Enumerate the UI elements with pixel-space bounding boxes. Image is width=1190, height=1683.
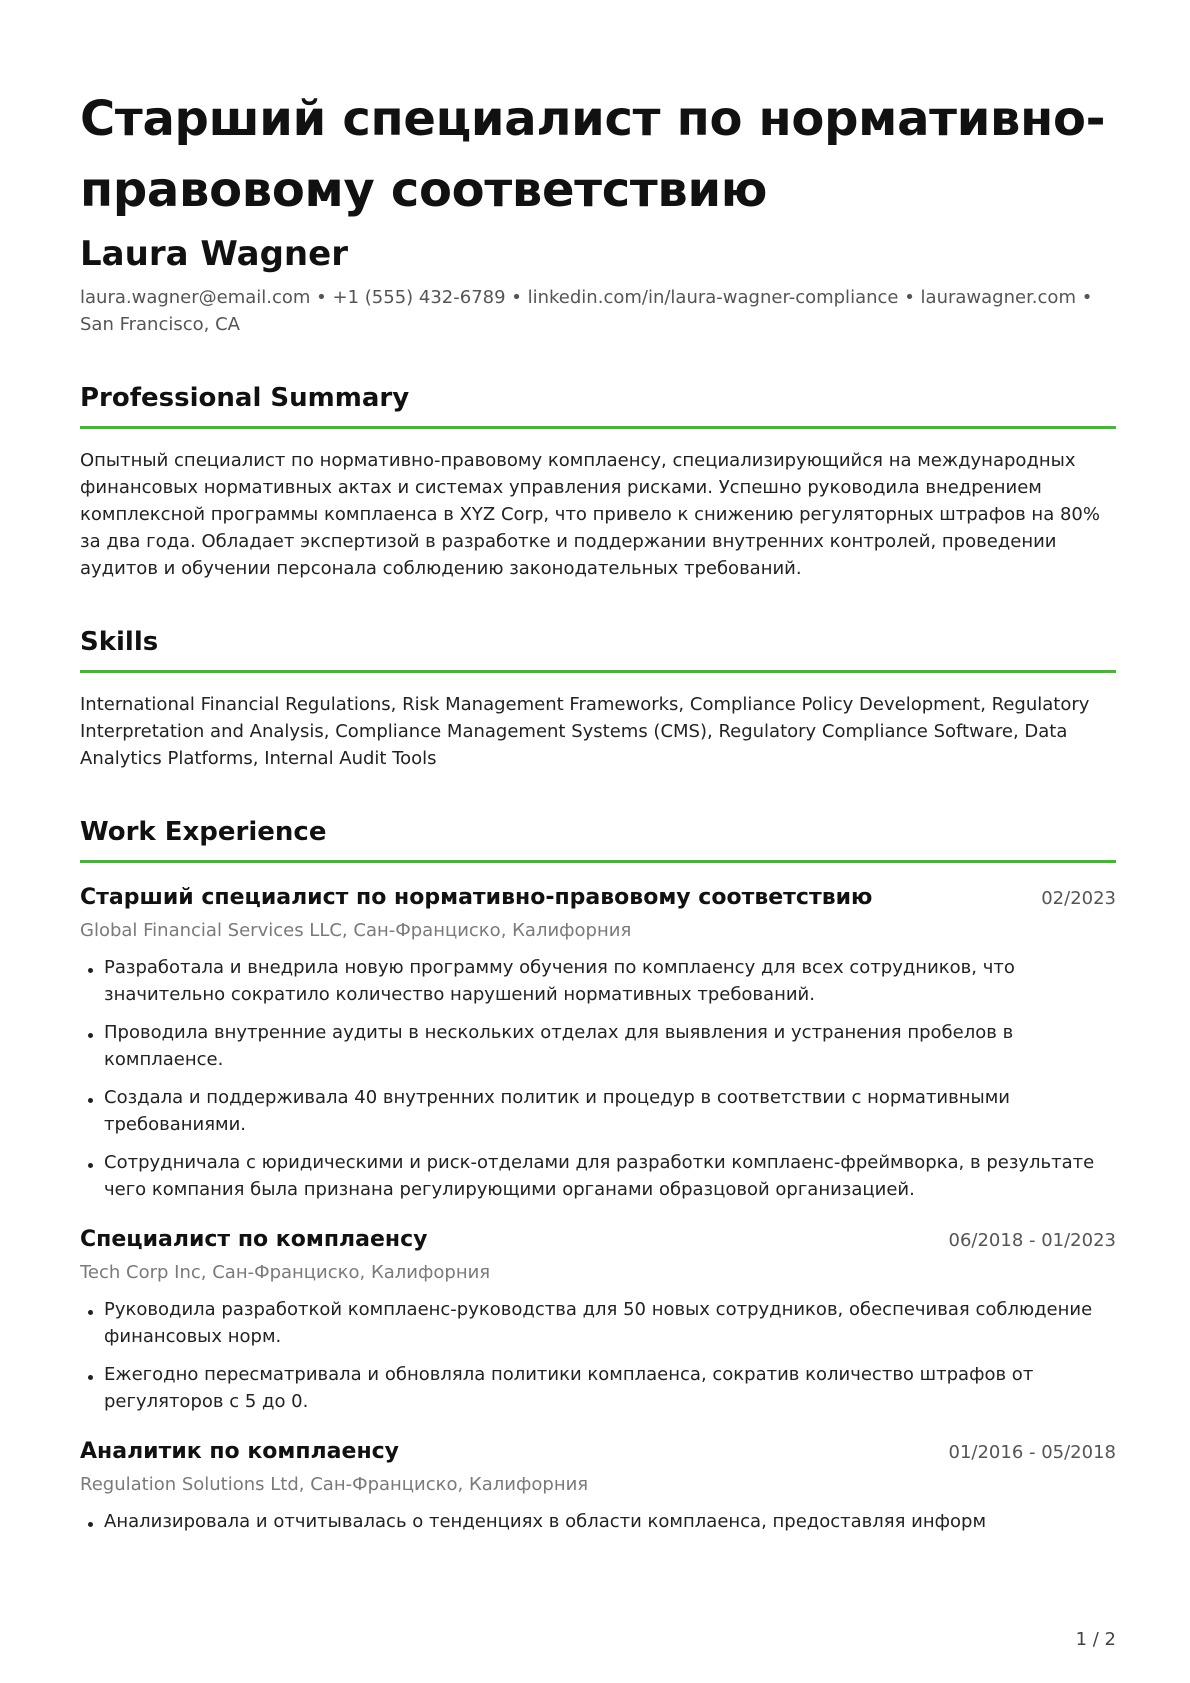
job-bullet: Ежегодно пересматривала и обновляла политики комплаенса, сократив количество штрафов от регуляторов с 5 до 0. <box>80 1361 1116 1415</box>
page-number: 1 / 2 <box>1075 1629 1116 1650</box>
job-title: Аналитик по комплаенсу <box>80 1439 400 1464</box>
section-skills <box>80 624 1116 772</box>
job-bullets <box>80 1296 1116 1415</box>
job-bullets <box>80 1508 1116 1535</box>
job-company: Regulation Solutions Ltd, Сан-Франциско, Калифорния <box>80 1474 589 1495</box>
job-header <box>80 883 1116 913</box>
job-entry <box>80 1437 1116 1535</box>
job-bullet: Проводила внутренние аудиты в нескольких отделах для выявления и устранения пробелов в комплаенсе. <box>80 1019 1116 1073</box>
section-heading: Professional Summary <box>80 380 1116 429</box>
job-title: Специалист по комплаенсу <box>80 1227 428 1252</box>
section-heading: Skills <box>80 624 1116 673</box>
job-entry <box>80 1225 1116 1415</box>
skills-text: International Financial Regulations, Risk Management Frameworks, Compliance Policy Development, Regulatory Interpretation and Analysis, Compliance Management Systems (CMS), Regulatory Compliance Software, Data Analytics Platforms, Internal Audit Tools <box>80 694 1090 769</box>
job-bullet: Анализировала и отчитывалась о тенденциях в области комплаенса, предоставляя информ <box>80 1508 1116 1535</box>
job-header <box>80 1437 1116 1467</box>
person-name: Laura Wagner <box>80 234 348 274</box>
job-company: Global Financial Services LLC, Сан-Франциско, Калифорния <box>80 920 632 941</box>
resume-page <box>80 0 1116 1546</box>
job-header <box>80 1225 1116 1255</box>
job-dates: 02/2023 <box>1041 888 1116 909</box>
job-dates: 06/2018 - 01/2023 <box>948 1230 1116 1251</box>
document-title: Старший специалист по нормативно-правовому соответствию <box>80 91 1106 218</box>
job-company: Tech Corp Inc, Сан-Франциско, Калифорния <box>80 1262 491 1283</box>
job-bullet: Сотрудничала с юридическими и риск-отделами для разработки комплаенс-фреймворка, в результате чего компания была признана регулирующими органами образцовой организацией. <box>80 1149 1116 1203</box>
job-bullet: Разработала и внедрила новую программу обучения по комплаенсу для всех сотрудников, что значительно сократило количество нарушений нормативных требований. <box>80 954 1116 1008</box>
section-heading: Work Experience <box>80 814 1116 863</box>
summary-text: Опытный специалист по нормативно-правовому комплаенсу, специализирующийся на международных финансовых нормативных актах и системах управления рисками. Успешно руководила внедрением комплексной программы комплаенса в XYZ Corp, что привело к снижению регуляторных штрафов на 80% за два года. Обладает экспертизой в разработке и поддержании внутренних контролей, проведении аудитов и обучении персонала соблюдению законодательных требований. <box>80 450 1100 579</box>
job-bullet: Создала и поддерживала 40 внутренних политик и процедур в соответствии с нормативными требованиями. <box>80 1084 1116 1138</box>
job-bullet: Руководила разработкой комплаенс-руководства для 50 новых сотрудников, обеспечивая соблюдение финансовых норм. <box>80 1296 1116 1350</box>
job-title: Старший специалист по нормативно-правовому соответствию <box>80 885 873 910</box>
job-entry <box>80 883 1116 1203</box>
job-dates: 01/2016 - 05/2018 <box>948 1442 1116 1463</box>
contact-line: laura.wagner@email.com • +1 (555) 432-6789 • linkedin.com/in/laura-wagner-compliance • laurawagner.com • San Francisco, CA <box>80 287 1093 335</box>
job-bullets <box>80 954 1116 1203</box>
section-experience <box>80 814 1116 1535</box>
section-summary <box>80 380 1116 582</box>
